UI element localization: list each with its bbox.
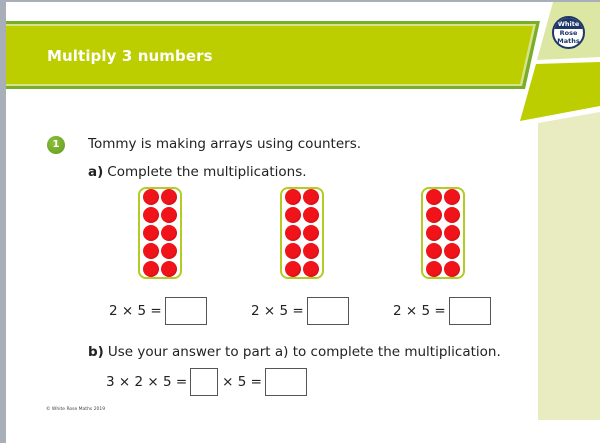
counter [143,225,159,241]
counter [143,189,159,205]
counter [444,207,460,223]
counter [426,261,442,277]
question-number-badge: 1 [47,136,65,154]
answer-box-1[interactable] [165,297,207,325]
question-text: Tommy is making arrays using counters. [88,136,362,152]
logo-line-2: Rose [559,29,578,37]
counter [426,243,442,259]
counter [161,189,177,205]
counter [143,261,159,277]
logo-line-3: Maths [557,37,580,45]
part-a-label: a) [88,164,104,180]
answer-box-3[interactable] [449,297,491,325]
equation-1 [109,296,207,326]
counter [444,261,460,277]
answer-box-2[interactable] [307,297,349,325]
copyright-notice: © White Rose Maths 2019 [46,407,106,412]
counter [161,207,177,223]
white-rose-maths-logo [552,16,585,49]
counter [143,207,159,223]
part-b-expression-mid: × 5 = [222,374,262,390]
counter [444,243,460,259]
counter [426,207,442,223]
counter [161,225,177,241]
counter [285,243,301,259]
counter [303,261,319,277]
part-b-expression-start: 3 × 2 × 5 = [106,374,188,390]
equation-3 [393,296,491,326]
equation-1-expression: 2 × 5 = [109,303,162,319]
part-b-instruction [88,344,501,360]
counter [426,189,442,205]
equation-2-expression: 2 × 5 = [251,303,304,319]
logo-line-1: White [554,18,583,29]
counter [444,189,460,205]
counter [303,243,319,259]
part-b-label: b) [88,344,104,360]
part-a-instruction [88,164,307,180]
part-a-text: Complete the multiplications. [107,164,307,180]
counter [161,261,177,277]
counter [444,225,460,241]
equation-part-b [106,367,307,397]
page-title: Multiply 3 numbers [47,47,213,65]
counter [303,189,319,205]
counter [303,225,319,241]
counter-array-3 [421,187,465,279]
counter [285,261,301,277]
equation-3-expression: 2 × 5 = [393,303,446,319]
part-b-text: Use your answer to part a) to complete the multiplication. [107,344,501,360]
counter [143,243,159,259]
counter [285,189,301,205]
counter-array-2 [280,187,324,279]
counter [161,243,177,259]
counter [303,207,319,223]
answer-box-part-b-1[interactable] [190,368,218,396]
answer-box-part-b-2[interactable] [265,368,307,396]
equation-2 [251,296,349,326]
counter [426,225,442,241]
counter-array-1 [138,187,182,279]
counter [285,207,301,223]
counter [285,225,301,241]
